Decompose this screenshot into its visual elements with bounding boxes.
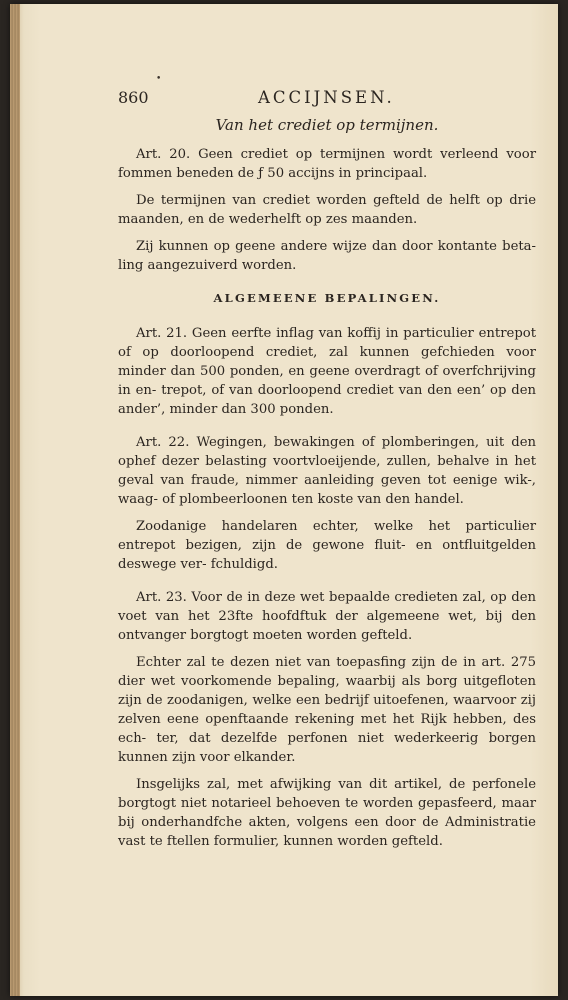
paragraph-art-22: Art. 22. Wegingen, bewakingen of plomberingen, uit den ophef dezer belasting voortvloeijende, zullen, behalve in het geval van fraude, nimmer aanleiding geven tot eenige wik-, waag- of plombeerloonen ten koste van den handel. <box>118 435 536 507</box>
page-header <box>118 88 536 110</box>
book-page <box>10 4 558 996</box>
ink-mark: • <box>156 74 162 84</box>
paragraph-termijnen: De termijnen van crediet worden gefteld de helft op drie maanden, en de wederhelft op zes maanden. <box>118 193 536 227</box>
general-heading: ALGEMEENE BEPALINGEN. <box>213 291 441 305</box>
paragraph-art-21: Art. 21. Geen eerfte inflag van koffij in particulier entrepot of op doorloopend crediet, zal kunnen gefchieden voor minder dan 500 ponden, en geene overdragt of overfchrijving in en- trepot, of van doorloopend crediet van den een’ op den ander’, minder dan 300 ponden. <box>118 326 536 417</box>
paragraph-echter: Echter zal te dezen niet van toepasfing zijn de in art. 275 dier wet voorkomende bepaling, waarbij als borg uitgefloten zijn de zoodanigen, welke een bedrijf uitoefenen, waarvoor zij zelven eene openftaande rekening met het Rijk hebben, des ech- ter, dat dezelfde perfonen niet wederkeerig borgen kunnen zijn voor elkander. <box>118 655 536 765</box>
page-number: 860 <box>118 88 149 107</box>
paragraph-art-20: Art. 20. Geen crediet op termijnen wordt verleend voor fommen beneden de ƒ 50 accijns in principaal. <box>118 147 536 181</box>
page-content <box>118 88 536 859</box>
paragraph-zoodanige: Zoodanige handelaren echter, welke het particulier entrepot bezigen, zijn de gewone fluit- en ontfluitgelden deswege ver- fchuldigd. <box>118 519 536 572</box>
section-title: Van het crediet op termijnen. <box>215 116 439 134</box>
paragraph-art-23: Art. 23. Voor de in deze wet bepaalde credieten zal, op den voet van het 23fte hoofdftuk der algemeene wet, bij den ontvanger borgtogt moeten worden gefteld. <box>118 590 536 643</box>
paragraph-betaling: Zij kunnen op geene andere wijze dan door kontante beta- ling aangezuiverd worden. <box>118 239 536 273</box>
paragraph-insgelijks: Insgelijks zal, met afwijking van dit artikel, de perfonele borgtogt niet notarieel behoeven te worden gepasfeerd, maar bij onderhandfche akten, volgens een door de Administratie vast te ftellen formulier, kunnen worden gefteld. <box>118 777 536 849</box>
running-head: ACCIJNSEN. <box>258 88 395 107</box>
page-edge <box>10 4 20 996</box>
